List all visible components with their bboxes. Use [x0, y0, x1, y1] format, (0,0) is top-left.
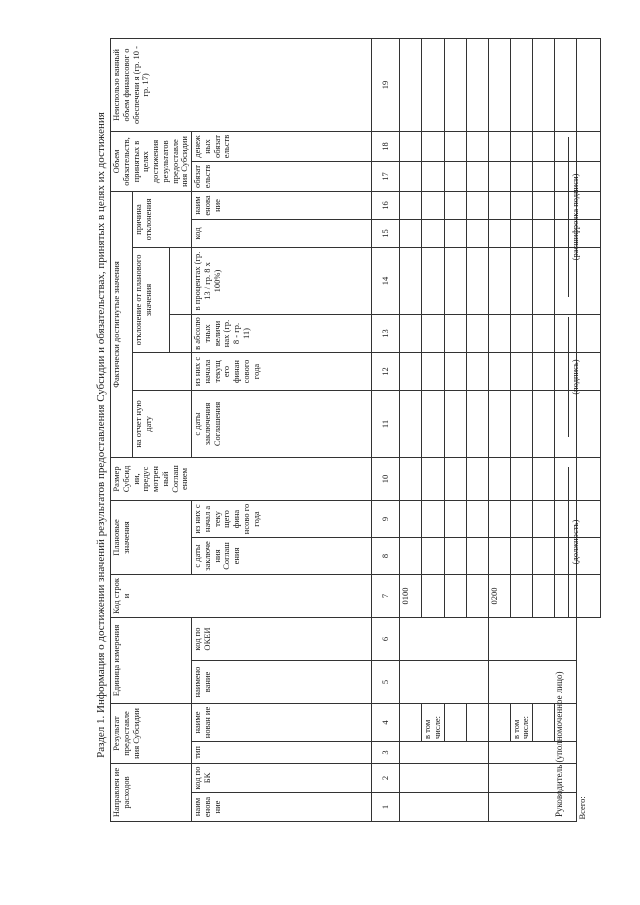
head-label: Руководитель (уполномоченное лицо) [554, 671, 564, 817]
header-deviation: отклонение от планового значения [133, 247, 170, 352]
header-result: Результат предоставле ния Субсидии [111, 704, 192, 764]
row-code-cell: 0100 [400, 574, 422, 617]
row-subtotal-label: в том числе: [510, 704, 533, 742]
header-row-code: Код строк и [111, 574, 372, 617]
header-dev-percent-top [170, 247, 192, 314]
header-dev-absolute: в абсолю тных величи нах (гр. 8 - гр. 11) [192, 314, 372, 352]
header-actual-from-date: с даты заключения Соглашения [192, 390, 372, 457]
header-obligations: Объем обязательств, принятых в целях достижения результатов предоставле ния Субсидии [111, 131, 192, 191]
header-planned-from-date: с даты заключе ния Соглаш ения [192, 537, 372, 574]
column-numbers-row: 1 2 3 4 5 6 7 8 9 10 11 12 13 14 15 16 17 18 19 [372, 38, 400, 821]
header-dev-percent: в процентах (гр. 13 / гр. 8 х 100%) [192, 247, 372, 314]
report-table [110, 38, 601, 822]
header-reason-name: наим енова ние [192, 191, 372, 219]
header-unused: Неиспользо ванный объем финансовог о обеспечени я (гр. 10 - гр. 17) [111, 38, 372, 131]
table-row [400, 38, 422, 821]
row-subtotal-label: в том числе: [422, 704, 445, 742]
header-as-of-date: на отчет ную дату [133, 390, 192, 457]
position-caption: (должность) [570, 519, 580, 565]
header-reason: причина отклонения [133, 191, 192, 247]
decoding-caption: (расшифровка подписи) [570, 173, 580, 261]
header-unit-code: код по ОКЕИ [192, 617, 372, 660]
decoding-line [568, 137, 569, 297]
header-result-type: тип [192, 742, 372, 764]
header-planned-current-year: из них с начал а теку щего фина нсово го года [192, 500, 372, 537]
table-row [444, 38, 466, 821]
header-obligations-obligations: обязат ельств [192, 161, 372, 191]
signature-caption: (подпись) [570, 359, 580, 395]
table-row [466, 38, 488, 821]
table-row [488, 38, 510, 821]
header-direction-name: наим енова ние [192, 793, 372, 822]
header-subsidy-size: Размер Субсид ии, предус мотрен ный Соглаш ением [111, 457, 372, 500]
row-code-cell: 0200 [488, 574, 510, 617]
header-unit: Единица измерения [111, 617, 192, 703]
header-reason-code: код [192, 219, 372, 247]
header-direction-code: код по БК [192, 764, 372, 793]
position-line [568, 467, 569, 617]
table-row [533, 38, 555, 821]
header-unit-name: наимено вание [192, 661, 372, 704]
header-obligations-monetary: денеж ных обязат ельств [192, 131, 372, 161]
header-direction: Направлен ие расходов [111, 764, 192, 822]
header-actual: Фактически достигнутые значения [111, 191, 133, 457]
header-dev-absolute-top [170, 314, 192, 352]
table-row [510, 38, 533, 821]
section-title: Раздел 1. Информация о достижении значений результатов предоставления Субсидии и обязательствах, принятых в целях их достижения [95, 112, 107, 758]
table-row [422, 38, 445, 821]
header-actual-current-year: из них с начала текущ его финан сового года [192, 352, 372, 390]
signature-line [568, 317, 569, 437]
total-label: Всего: [577, 617, 601, 821]
header-result-name: наиме нован ие [192, 704, 372, 742]
header-planned: Плановые значения [111, 500, 192, 574]
header-actual-current-year-blank [133, 352, 192, 390]
total-row [577, 38, 601, 821]
